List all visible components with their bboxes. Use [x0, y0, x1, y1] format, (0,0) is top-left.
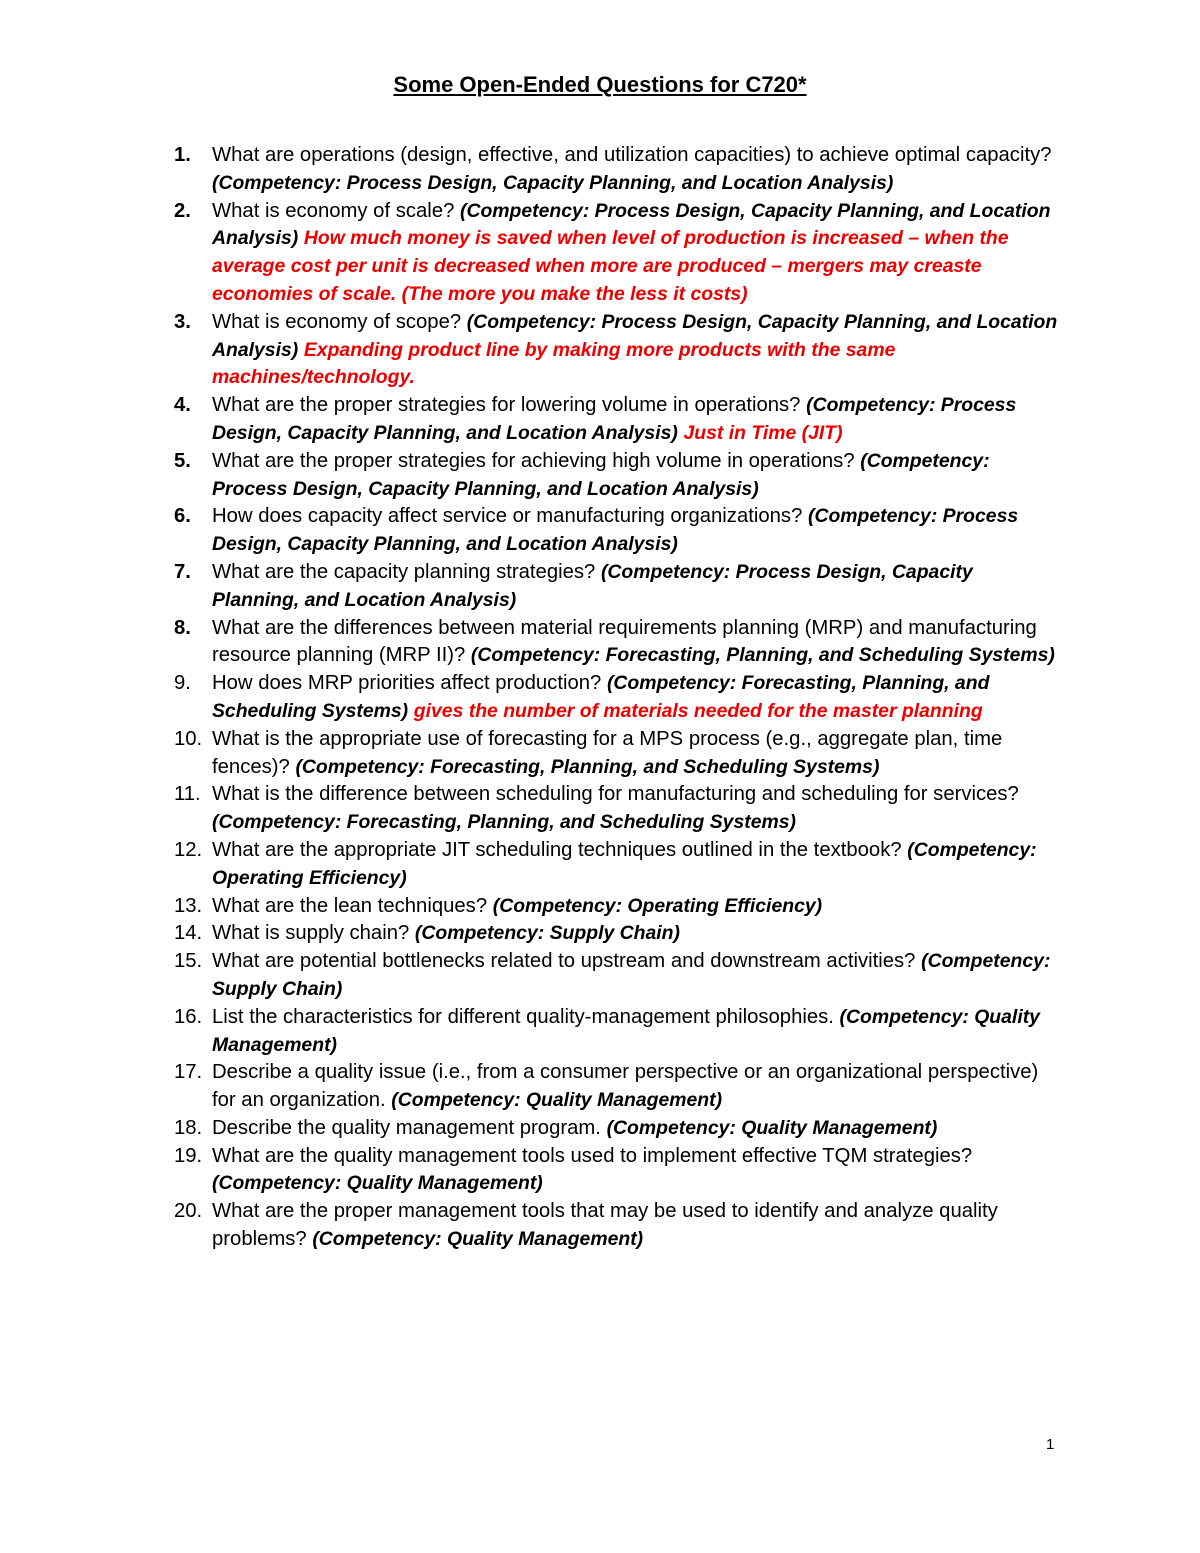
question-item	[174, 948, 1062, 1004]
question-competency: (Competency: Supply Chain)	[212, 950, 1051, 1000]
question-competency: (Competency: Process Design, Capacity Planning, and Location Analysis)	[212, 505, 1019, 556]
question-item	[174, 559, 1062, 615]
question-number: 4.	[174, 394, 191, 417]
question-text: Describe the quality management program.	[212, 1116, 601, 1139]
question-item	[174, 448, 1062, 504]
question-text: List the characteristics for different quality-management philosophies.	[212, 1005, 834, 1028]
question-text: What are the proper strategies for achieving high volume in operations?	[212, 449, 855, 472]
question-text: What is economy of scope?	[212, 310, 462, 333]
question-number: 3.	[174, 310, 191, 333]
question-number: 5.	[174, 449, 191, 472]
question-answer: Just in Time (JIT)	[683, 421, 843, 444]
question-number: 1.	[174, 144, 191, 166]
question-text: What is economy of scale?	[212, 199, 455, 222]
question-text: What are the appropriate JIT scheduling techniques outlined in the textbook?	[212, 838, 902, 861]
question-competency: (Competency: Operating Efficiency)	[212, 838, 1037, 889]
question-item	[174, 1143, 1062, 1199]
question-text: What are the quality management tools used to implement effective TQM strategies?	[212, 1144, 973, 1167]
question-competency: (Competency: Process Design, Capacity Planning, and Location Analysis)	[212, 449, 990, 500]
question-answer: gives the number of materials needed for the master planning	[413, 699, 983, 722]
question-item	[174, 392, 1062, 448]
question-number: 11.	[174, 783, 201, 806]
question-number: 14.	[174, 922, 203, 945]
question-number: 15.	[174, 950, 203, 973]
question-number: 13.	[174, 894, 203, 917]
question-text: What are operations (design, effective, and utilization capacities) to achieve optimal capacity?	[212, 144, 1052, 166]
page-number: 1	[1046, 1436, 1055, 1453]
question-number: 6.	[174, 505, 191, 528]
question-number: 2.	[174, 199, 191, 222]
question-item	[174, 920, 1062, 948]
question-competency: (Competency: Process Design, Capacity Planning, and Location Analysis)	[212, 199, 1051, 250]
question-item	[174, 1198, 1062, 1254]
question-list	[174, 142, 1062, 1254]
question-item	[174, 726, 1062, 782]
question-item	[174, 1059, 1062, 1115]
question-competency: (Competency: Process Design, Capacity Planning, and Location Analysis)	[212, 171, 894, 194]
question-competency: (Competency: Forecasting, Planning, and Scheduling Systems)	[212, 672, 990, 722]
question-text: What are the capacity planning strategies?	[212, 560, 596, 583]
question-competency: (Competency: Quality Management)	[312, 1228, 644, 1251]
question-competency: (Competency: Forecasting, Planning, and Scheduling Systems)	[295, 755, 880, 778]
question-text: Describe a quality issue (i.e., from a consumer perspective or an organizational perspective) for an organization.	[212, 1061, 1039, 1112]
question-competency: (Competency: Quality Management)	[212, 1172, 543, 1195]
question-competency: (Competency: Process Design, Capacity Planning, and Location Analysis)	[212, 560, 973, 611]
question-text: What is the difference between scheduling for manufacturing and scheduling for services?	[212, 783, 1019, 806]
question-text: What are potential bottlenecks related to upstream and downstream activities?	[212, 950, 916, 973]
question-number: 16.	[174, 1005, 203, 1028]
question-number: 19.	[174, 1144, 203, 1167]
question-competency: (Competency: Quality Management)	[606, 1116, 938, 1139]
question-competency: (Competency: Supply Chain)	[414, 922, 680, 945]
question-text: What are the lean techniques?	[212, 894, 488, 917]
question-number: 8.	[174, 616, 191, 639]
question-number: 10.	[174, 727, 203, 750]
question-number: 17.	[174, 1061, 203, 1084]
question-item	[174, 309, 1062, 392]
question-text: What is supply chain?	[212, 922, 410, 945]
question-competency: (Competency: Forecasting, Planning, and Scheduling Systems)	[470, 644, 1055, 667]
question-text: What are the differences between material requirements planning (MRP) and manufacturing resource planning (MRP II)?	[212, 616, 1037, 667]
question-competency: (Competency: Process Design, Capacity Planning, and Location Analysis)	[212, 394, 1017, 444]
question-number: 9.	[174, 672, 191, 695]
page-title: Some Open-Ended Questions for C720*	[393, 72, 807, 97]
question-competency: (Competency: Quality Management)	[212, 1005, 1040, 1056]
question-number: 7.	[174, 560, 191, 583]
question-number: 18.	[174, 1116, 203, 1139]
question-text: What is the appropriate use of forecasting for a MPS process (e.g., aggregate plan, time fences)?	[212, 727, 1003, 778]
question-item	[174, 198, 1062, 309]
question-item	[174, 670, 1062, 726]
question-item	[174, 142, 1062, 198]
question-item	[174, 837, 1062, 893]
question-text: How does MRP priorities affect production?	[212, 672, 602, 695]
question-text: How does capacity affect service or manufacturing organizations?	[212, 505, 803, 528]
question-item	[174, 615, 1062, 671]
question-competency: (Competency: Quality Management)	[391, 1089, 723, 1112]
question-answer: Expanding product line by making more products with the same machines/technology.	[212, 338, 896, 389]
question-item	[174, 893, 1062, 921]
question-item	[174, 1115, 1062, 1143]
question-number: 12.	[174, 838, 203, 861]
question-text: What are the proper strategies for lowering volume in operations?	[212, 394, 801, 417]
question-text: What are the proper management tools that may be used to identify and analyze quality problems?	[212, 1200, 998, 1251]
question-competency: (Competency: Operating Efficiency)	[492, 894, 823, 917]
question-number: 20.	[174, 1200, 203, 1223]
question-competency: (Competency: Forecasting, Planning, and Scheduling Systems)	[212, 811, 796, 834]
question-answer: How much money is saved when level of production is increased – when the average cost per unit is decreased when more are produced – mergers may creaste economies of scale. (The more you make the less it costs)	[212, 227, 1009, 305]
question-item	[174, 503, 1062, 559]
question-item	[174, 1004, 1062, 1060]
question-item	[174, 781, 1062, 837]
question-competency: (Competency: Process Design, Capacity Planning, and Location Analysis)	[212, 310, 1058, 361]
